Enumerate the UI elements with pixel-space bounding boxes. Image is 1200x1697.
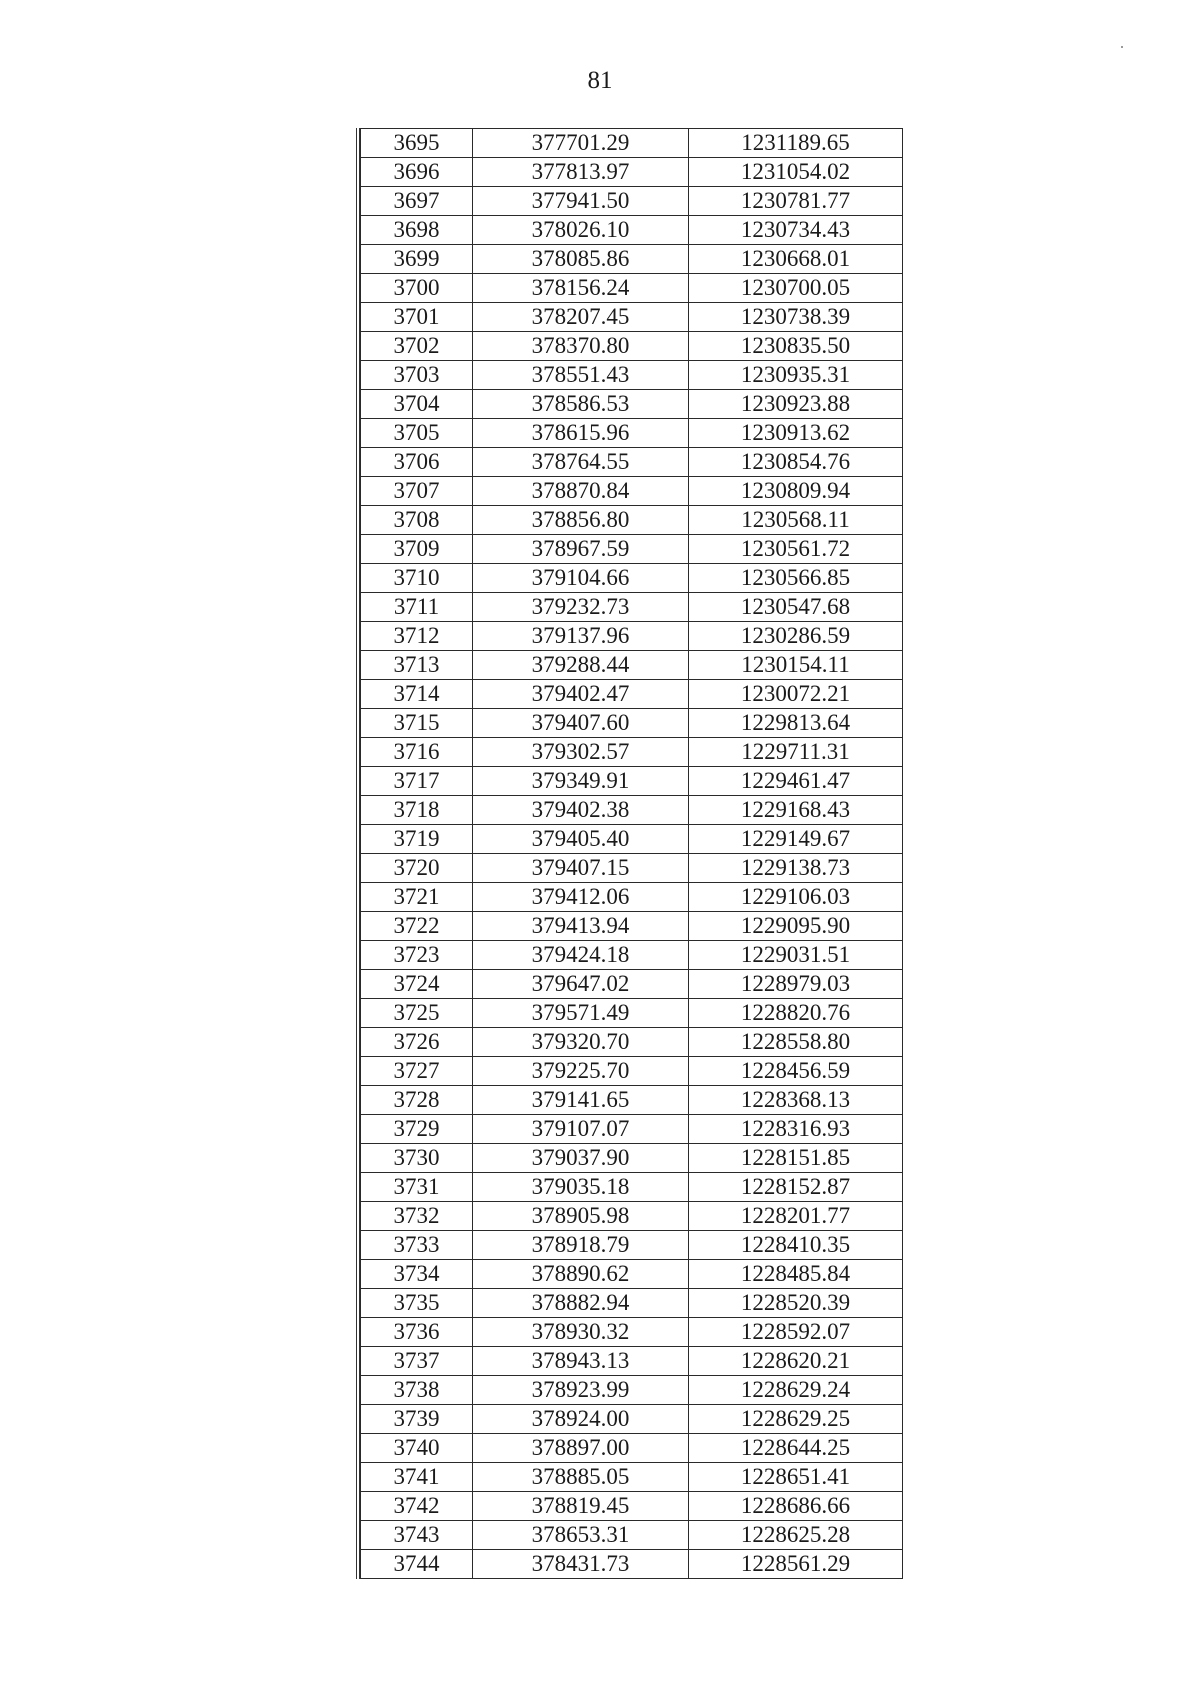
x-coordinate-cell: 378856.80 — [473, 506, 689, 535]
point-number-cell: 3702 — [361, 332, 473, 361]
table-row — [361, 216, 903, 245]
table-row — [361, 1260, 903, 1289]
x-coordinate-cell: 378943.13 — [473, 1347, 689, 1376]
point-number-cell: 3734 — [361, 1260, 473, 1289]
y-coordinate-cell: 1229031.51 — [689, 941, 903, 970]
x-coordinate-cell: 378026.10 — [473, 216, 689, 245]
page-number: 81 — [587, 67, 613, 94]
x-coordinate-cell: 378882.94 — [473, 1289, 689, 1318]
y-coordinate-cell: 1228201.77 — [689, 1202, 903, 1231]
point-number-cell: 3737 — [361, 1347, 473, 1376]
x-coordinate-cell: 378967.59 — [473, 535, 689, 564]
point-number-cell: 3740 — [361, 1434, 473, 1463]
point-number-cell: 3716 — [361, 738, 473, 767]
table-row — [361, 1492, 903, 1521]
y-coordinate-cell: 1228410.35 — [689, 1231, 903, 1260]
x-coordinate-cell: 379407.15 — [473, 854, 689, 883]
y-coordinate-cell: 1228644.25 — [689, 1434, 903, 1463]
point-number-cell: 3710 — [361, 564, 473, 593]
table-row — [361, 535, 903, 564]
table-row — [361, 129, 903, 158]
point-number-cell: 3729 — [361, 1115, 473, 1144]
table-row — [361, 767, 903, 796]
table-row — [361, 854, 903, 883]
point-number-cell: 3722 — [361, 912, 473, 941]
x-coordinate-cell: 379232.73 — [473, 593, 689, 622]
y-coordinate-cell: 1228629.24 — [689, 1376, 903, 1405]
x-coordinate-cell: 379037.90 — [473, 1144, 689, 1173]
x-coordinate-cell: 379107.07 — [473, 1115, 689, 1144]
y-coordinate-cell: 1228820.76 — [689, 999, 903, 1028]
table-row — [361, 332, 903, 361]
y-coordinate-cell: 1230547.68 — [689, 593, 903, 622]
table-row — [361, 245, 903, 274]
point-number-cell: 3703 — [361, 361, 473, 390]
x-coordinate-cell: 378870.84 — [473, 477, 689, 506]
scan-speck — [1121, 46, 1123, 48]
point-number-cell: 3701 — [361, 303, 473, 332]
table-row — [361, 1318, 903, 1347]
x-coordinate-cell: 377701.29 — [473, 129, 689, 158]
table-row — [361, 1115, 903, 1144]
y-coordinate-cell: 1228456.59 — [689, 1057, 903, 1086]
y-coordinate-cell: 1228152.87 — [689, 1173, 903, 1202]
point-number-cell: 3720 — [361, 854, 473, 883]
y-coordinate-cell: 1230072.21 — [689, 680, 903, 709]
point-number-cell: 3712 — [361, 622, 473, 651]
y-coordinate-cell: 1229149.67 — [689, 825, 903, 854]
x-coordinate-cell: 379288.44 — [473, 651, 689, 680]
table-row — [361, 622, 903, 651]
y-coordinate-cell: 1230809.94 — [689, 477, 903, 506]
x-coordinate-cell: 378156.24 — [473, 274, 689, 303]
y-coordinate-cell: 1229711.31 — [689, 738, 903, 767]
y-coordinate-cell: 1229461.47 — [689, 767, 903, 796]
x-coordinate-cell: 378085.86 — [473, 245, 689, 274]
x-coordinate-cell: 379137.96 — [473, 622, 689, 651]
y-coordinate-cell: 1228979.03 — [689, 970, 903, 999]
point-number-cell: 3727 — [361, 1057, 473, 1086]
point-number-cell: 3699 — [361, 245, 473, 274]
x-coordinate-cell: 378615.96 — [473, 419, 689, 448]
point-number-cell: 3696 — [361, 158, 473, 187]
x-coordinate-cell: 377813.97 — [473, 158, 689, 187]
y-coordinate-cell: 1230935.31 — [689, 361, 903, 390]
table-row — [361, 970, 903, 999]
y-coordinate-cell: 1228485.84 — [689, 1260, 903, 1289]
y-coordinate-cell: 1230286.59 — [689, 622, 903, 651]
y-coordinate-cell: 1228151.85 — [689, 1144, 903, 1173]
table-row — [361, 1028, 903, 1057]
point-number-cell: 3728 — [361, 1086, 473, 1115]
point-number-cell: 3723 — [361, 941, 473, 970]
x-coordinate-cell: 378897.00 — [473, 1434, 689, 1463]
y-coordinate-cell: 1228316.93 — [689, 1115, 903, 1144]
x-coordinate-cell: 379647.02 — [473, 970, 689, 999]
x-coordinate-cell: 378918.79 — [473, 1231, 689, 1260]
point-number-cell: 3732 — [361, 1202, 473, 1231]
x-coordinate-cell: 378905.98 — [473, 1202, 689, 1231]
table-row — [361, 187, 903, 216]
y-coordinate-cell: 1228592.07 — [689, 1318, 903, 1347]
table-row — [361, 564, 903, 593]
y-coordinate-cell: 1228561.29 — [689, 1550, 903, 1579]
x-coordinate-cell: 379413.94 — [473, 912, 689, 941]
x-coordinate-cell: 379412.06 — [473, 883, 689, 912]
table-row — [361, 448, 903, 477]
point-number-cell: 3709 — [361, 535, 473, 564]
point-number-cell: 3743 — [361, 1521, 473, 1550]
x-coordinate-cell: 379035.18 — [473, 1173, 689, 1202]
point-number-cell: 3739 — [361, 1405, 473, 1434]
table-row — [361, 651, 903, 680]
point-number-cell: 3705 — [361, 419, 473, 448]
x-coordinate-cell: 379104.66 — [473, 564, 689, 593]
table-row — [361, 158, 903, 187]
point-number-cell: 3733 — [361, 1231, 473, 1260]
x-coordinate-cell: 379424.18 — [473, 941, 689, 970]
point-number-cell: 3708 — [361, 506, 473, 535]
point-number-cell: 3730 — [361, 1144, 473, 1173]
y-coordinate-cell: 1230561.72 — [689, 535, 903, 564]
x-coordinate-cell: 379141.65 — [473, 1086, 689, 1115]
table-row — [361, 390, 903, 419]
y-coordinate-cell: 1228368.13 — [689, 1086, 903, 1115]
x-coordinate-cell: 378586.53 — [473, 390, 689, 419]
table-row — [361, 1144, 903, 1173]
point-number-cell: 3718 — [361, 796, 473, 825]
x-coordinate-cell: 379349.91 — [473, 767, 689, 796]
x-coordinate-cell: 377941.50 — [473, 187, 689, 216]
y-coordinate-cell: 1229168.43 — [689, 796, 903, 825]
y-coordinate-cell: 1229106.03 — [689, 883, 903, 912]
y-coordinate-cell: 1230700.05 — [689, 274, 903, 303]
y-coordinate-cell: 1228629.25 — [689, 1405, 903, 1434]
y-coordinate-cell: 1228686.66 — [689, 1492, 903, 1521]
x-coordinate-cell: 378370.80 — [473, 332, 689, 361]
table-row — [361, 738, 903, 767]
table-row — [361, 999, 903, 1028]
point-number-cell: 3697 — [361, 187, 473, 216]
point-number-cell: 3714 — [361, 680, 473, 709]
x-coordinate-cell: 378551.43 — [473, 361, 689, 390]
x-coordinate-cell: 379407.60 — [473, 709, 689, 738]
y-coordinate-cell: 1230781.77 — [689, 187, 903, 216]
table-row — [361, 680, 903, 709]
table-row — [361, 1231, 903, 1260]
table-row — [361, 796, 903, 825]
point-number-cell: 3706 — [361, 448, 473, 477]
table-row — [361, 1405, 903, 1434]
x-coordinate-cell: 378930.32 — [473, 1318, 689, 1347]
table-row — [361, 506, 903, 535]
y-coordinate-cell: 1230566.85 — [689, 564, 903, 593]
point-number-cell: 3726 — [361, 1028, 473, 1057]
y-coordinate-cell: 1229138.73 — [689, 854, 903, 883]
point-number-cell: 3721 — [361, 883, 473, 912]
table-row — [361, 593, 903, 622]
y-coordinate-cell: 1228520.39 — [689, 1289, 903, 1318]
x-coordinate-cell: 378431.73 — [473, 1550, 689, 1579]
table-row — [361, 303, 903, 332]
table-row — [361, 1057, 903, 1086]
table-row — [361, 1463, 903, 1492]
y-coordinate-cell: 1229813.64 — [689, 709, 903, 738]
point-number-cell: 3731 — [361, 1173, 473, 1202]
table-row — [361, 912, 903, 941]
coordinates-table-wrapper — [356, 128, 903, 1579]
point-number-cell: 3704 — [361, 390, 473, 419]
x-coordinate-cell: 379402.47 — [473, 680, 689, 709]
table-row — [361, 883, 903, 912]
table-row — [361, 709, 903, 738]
y-coordinate-cell: 1230913.62 — [689, 419, 903, 448]
x-coordinate-cell: 379405.40 — [473, 825, 689, 854]
x-coordinate-cell: 379225.70 — [473, 1057, 689, 1086]
table-row — [361, 1550, 903, 1579]
coordinates-table — [360, 128, 903, 1579]
y-coordinate-cell: 1231054.02 — [689, 158, 903, 187]
y-coordinate-cell: 1230854.76 — [689, 448, 903, 477]
x-coordinate-cell: 378764.55 — [473, 448, 689, 477]
table-row — [361, 1376, 903, 1405]
table-row — [361, 361, 903, 390]
point-number-cell: 3695 — [361, 129, 473, 158]
y-coordinate-cell: 1230668.01 — [689, 245, 903, 274]
x-coordinate-cell: 378890.62 — [473, 1260, 689, 1289]
x-coordinate-cell: 379320.70 — [473, 1028, 689, 1057]
table-row — [361, 419, 903, 448]
point-number-cell: 3700 — [361, 274, 473, 303]
x-coordinate-cell: 378819.45 — [473, 1492, 689, 1521]
point-number-cell: 3742 — [361, 1492, 473, 1521]
table-row — [361, 477, 903, 506]
point-number-cell: 3711 — [361, 593, 473, 622]
point-number-cell: 3724 — [361, 970, 473, 999]
point-number-cell: 3707 — [361, 477, 473, 506]
point-number-cell: 3698 — [361, 216, 473, 245]
table-row — [361, 1289, 903, 1318]
table-row — [361, 1434, 903, 1463]
x-coordinate-cell: 379302.57 — [473, 738, 689, 767]
point-number-cell: 3713 — [361, 651, 473, 680]
point-number-cell: 3725 — [361, 999, 473, 1028]
point-number-cell: 3735 — [361, 1289, 473, 1318]
x-coordinate-cell: 379571.49 — [473, 999, 689, 1028]
x-coordinate-cell: 378885.05 — [473, 1463, 689, 1492]
point-number-cell: 3719 — [361, 825, 473, 854]
y-coordinate-cell: 1228620.21 — [689, 1347, 903, 1376]
table-row — [361, 825, 903, 854]
table-row — [361, 274, 903, 303]
point-number-cell: 3736 — [361, 1318, 473, 1347]
y-coordinate-cell: 1230568.11 — [689, 506, 903, 535]
x-coordinate-cell: 379402.38 — [473, 796, 689, 825]
table-row — [361, 1173, 903, 1202]
y-coordinate-cell: 1228651.41 — [689, 1463, 903, 1492]
table-row — [361, 1347, 903, 1376]
point-number-cell: 3738 — [361, 1376, 473, 1405]
y-coordinate-cell: 1231189.65 — [689, 129, 903, 158]
y-coordinate-cell: 1230923.88 — [689, 390, 903, 419]
table-row — [361, 941, 903, 970]
y-coordinate-cell: 1228625.28 — [689, 1521, 903, 1550]
x-coordinate-cell: 378924.00 — [473, 1405, 689, 1434]
x-coordinate-cell: 378653.31 — [473, 1521, 689, 1550]
x-coordinate-cell: 378207.45 — [473, 303, 689, 332]
point-number-cell: 3715 — [361, 709, 473, 738]
point-number-cell: 3741 — [361, 1463, 473, 1492]
y-coordinate-cell: 1230154.11 — [689, 651, 903, 680]
y-coordinate-cell: 1228558.80 — [689, 1028, 903, 1057]
point-number-cell: 3744 — [361, 1550, 473, 1579]
x-coordinate-cell: 378923.99 — [473, 1376, 689, 1405]
table-row — [361, 1521, 903, 1550]
y-coordinate-cell: 1230835.50 — [689, 332, 903, 361]
table-row — [361, 1202, 903, 1231]
y-coordinate-cell: 1229095.90 — [689, 912, 903, 941]
point-number-cell: 3717 — [361, 767, 473, 796]
coordinates-table-body — [361, 129, 903, 1579]
y-coordinate-cell: 1230738.39 — [689, 303, 903, 332]
table-row — [361, 1086, 903, 1115]
y-coordinate-cell: 1230734.43 — [689, 216, 903, 245]
